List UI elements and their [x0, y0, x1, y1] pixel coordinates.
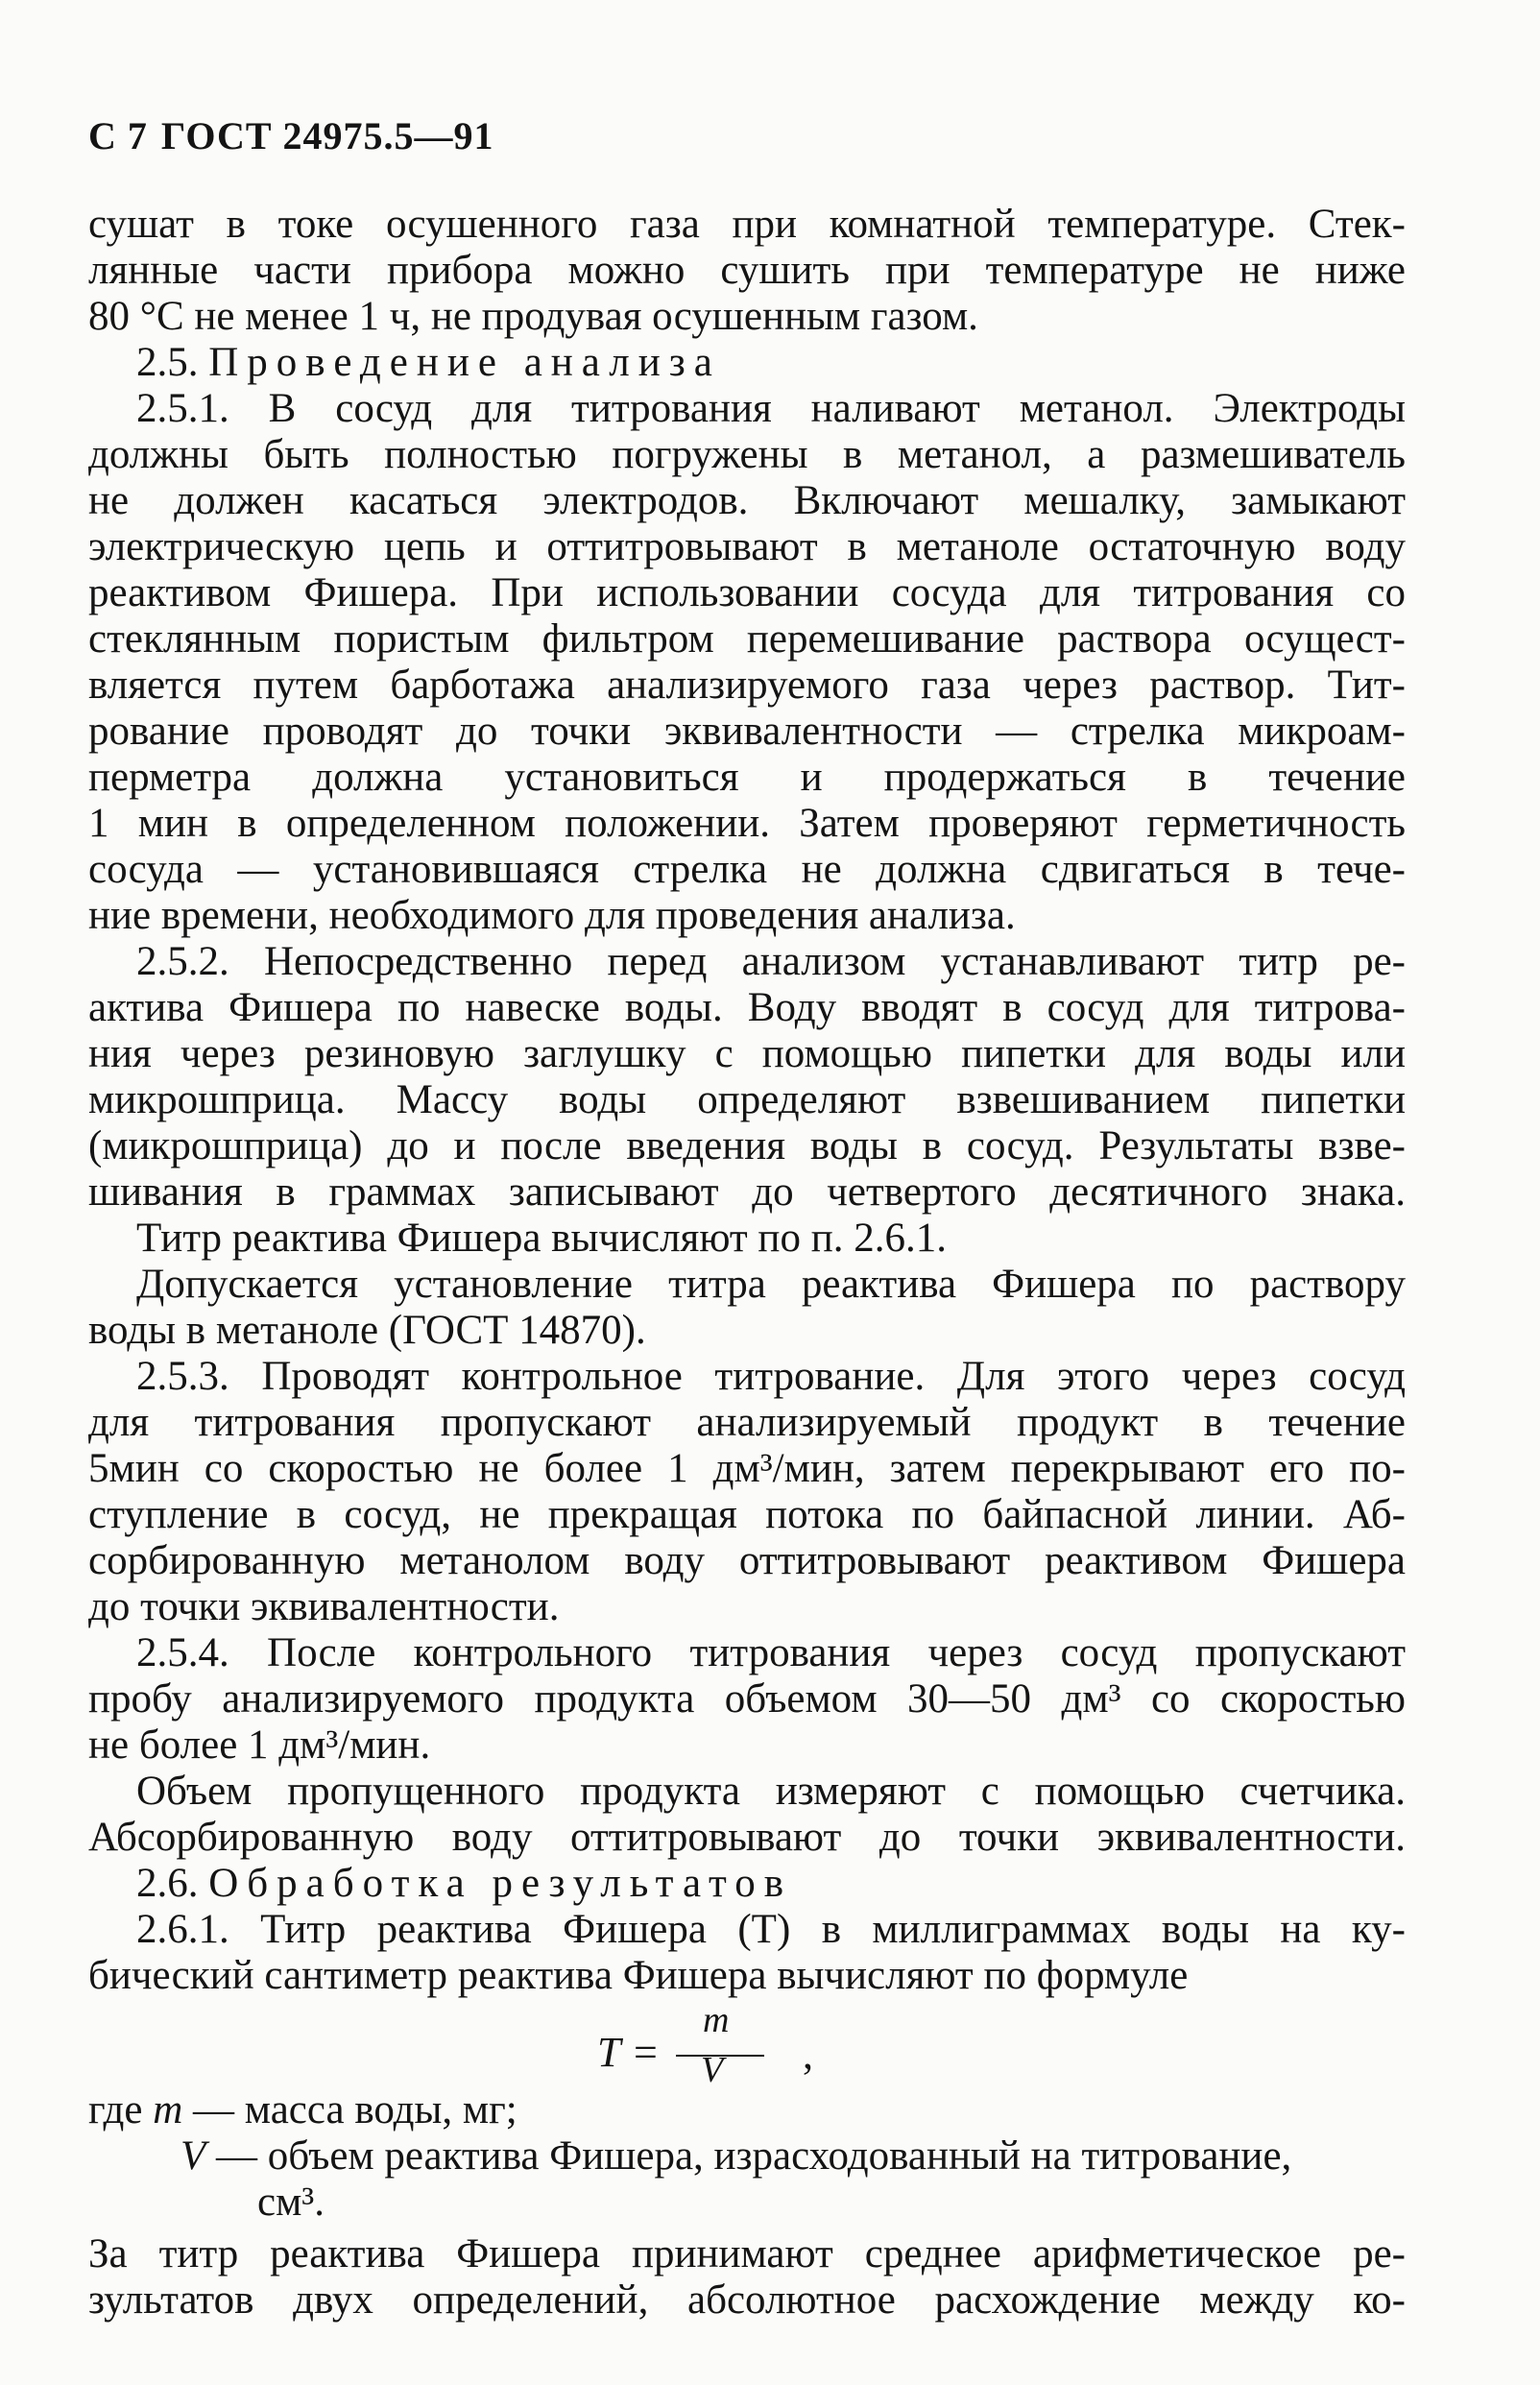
text-line: до точки эквивалентности.: [88, 1584, 560, 1629]
text-line: вляется путем барботажа анализируемого газа через раствор. Тит-: [88, 662, 1406, 708]
text-line: ние времени, необходимого для проведения анализа.: [88, 893, 1016, 938]
formula-lhs: T: [597, 2029, 621, 2076]
text-line: 5мин со скоростью не более 1 дм³/мин, затем перекрывают его по-: [88, 1446, 1406, 1491]
section-number: 2.5.: [136, 340, 209, 385]
text-line: ступление в сосуд, не прекращая потока по байпасной линии. Аб-: [88, 1492, 1406, 1537]
text-line: воды в метаноле (ГОСТ 14870).: [88, 1308, 646, 1353]
text-line: 2.5.3. Проводят контрольное титрование. Для этого через сосуд: [136, 1354, 1406, 1399]
section-title: Проведение анализа: [208, 340, 721, 385]
text-line: Допускается установление титра реактива Фишера по раствору: [136, 1262, 1406, 1307]
section-heading-text: [136, 1861, 792, 1906]
section-heading: [88, 1861, 1406, 1907]
text-line: зультатов двух определений, абсолютное расхождение между ко-: [88, 2277, 1406, 2323]
text-line: рование проводят до точки эквивалентности — стрелка микроам-: [88, 709, 1406, 754]
document-body: [88, 202, 1406, 2324]
text-line: Титр реактива Фишера вычисляют по п. 2.6.1.: [136, 1216, 947, 1261]
text-line: микрошприца. Массу воды определяют взвешиванием пипетки: [88, 1077, 1406, 1122]
text-line: Абсорбированную воду оттитровывают до точки эквивалентности.: [88, 1815, 1406, 1860]
text-line: бический сантиметр реактива Фишера вычисляют по формуле: [88, 1953, 1189, 1998]
text-line: сорбированную метанолом воду оттитровывают реактивом Фишера: [88, 1538, 1406, 1583]
text-line: 2.5.2. Непосредственно перед анализом устанавливают титр ре-: [136, 939, 1406, 984]
section-heading: [88, 340, 1406, 386]
where-text: — объем реактива Фишера, израсходованный на титрование,: [205, 2133, 1292, 2179]
text-line: 1 мин в определенном положении. Затем проверяют герметичность: [88, 801, 1406, 846]
page-number: С 7: [88, 114, 148, 157]
formula-equals: =: [634, 2029, 658, 2076]
formula-denominator: V: [701, 2050, 724, 2090]
text-line: ния через резиновую заглушку с помощью пипетки для воды или: [88, 1031, 1406, 1076]
text-line: 2.6.1. Титр реактива Фишера (T) в миллиграммах воды на ку-: [136, 1907, 1406, 1952]
text-line: актива Фишера по навеске воды. Воду вводят в сосуд для титрова-: [88, 985, 1406, 1030]
text-line: перметра должна установиться и продержаться в течение: [88, 755, 1406, 800]
where-text: — масса воды, мг;: [182, 2087, 517, 2132]
text-line: стеклянным пористым фильтром перемешивание раствора осущест-: [88, 616, 1406, 662]
formula-numerator: m: [703, 2000, 730, 2040]
section-number: 2.6.: [136, 1861, 209, 1906]
text-line: Объем пропущенного продукта измеряют с помощью счетчика.: [136, 1769, 1406, 1814]
text-line: должны быть полностью погружены в метанол, а размешиватель: [88, 432, 1406, 477]
text-line: 80 °C не менее 1 ч, не продувая осушенным газом.: [88, 294, 978, 339]
text-line: не более 1 дм³/мин.: [88, 1722, 431, 1768]
page-header: [88, 113, 508, 158]
text-line: пробу анализируемого продукта объемом 30—50 дм³ со скоростью: [88, 1676, 1406, 1722]
text-line: сосуда — установившаяся стрелка не должна сдвигаться в тече-: [88, 847, 1406, 892]
text-line: реактивом Фишера. При использовании сосуда для титрования со: [88, 570, 1406, 615]
text-line: электрическую цепь и оттитровывают в метаноле остаточную воду: [88, 524, 1406, 569]
text-line: За титр реактива Фишера принимают среднее арифметическое ре-: [88, 2231, 1406, 2277]
text-line: (микрошприца) до и после введения воды в сосуд. Результаты взве-: [88, 1123, 1406, 1168]
text-line: 2.5.1. В сосуд для титрования наливают метанол. Электроды: [136, 386, 1406, 431]
text-line: шивания в граммах записывают до четвертого десятичного знака.: [88, 1169, 1406, 1215]
section-heading-text: [136, 340, 721, 385]
symbol-m: m: [153, 2087, 183, 2132]
standard-id: ГОСТ 24975.5—91: [160, 114, 494, 157]
text-line: для титрования пропускают анализируемый продукт в течение: [88, 1400, 1406, 1445]
text-line: лянные части прибора можно сушить при температуре не ниже: [88, 248, 1406, 293]
formula-comma: ,: [803, 2031, 813, 2078]
where-line-v: [88, 2133, 1406, 2180]
where-text: см³.: [257, 2180, 325, 2225]
text-line: не должен касаться электродов. Включают мешалку, замыкают: [88, 478, 1406, 523]
where-line-m: [88, 2087, 1406, 2133]
titer-formula: [88, 1999, 1406, 2090]
text-line: сушат в токе осушенного газа при комнатной температуре. Стек-: [88, 202, 1406, 247]
section-title: Обработка результатов: [208, 1861, 792, 1906]
text-line: 2.5.4. После контрольного титрования через сосуд пропускают: [136, 1630, 1406, 1675]
symbol-v: V: [180, 2133, 206, 2179]
where-lead: где: [88, 2087, 154, 2132]
where-line-unit: [88, 2180, 1406, 2226]
